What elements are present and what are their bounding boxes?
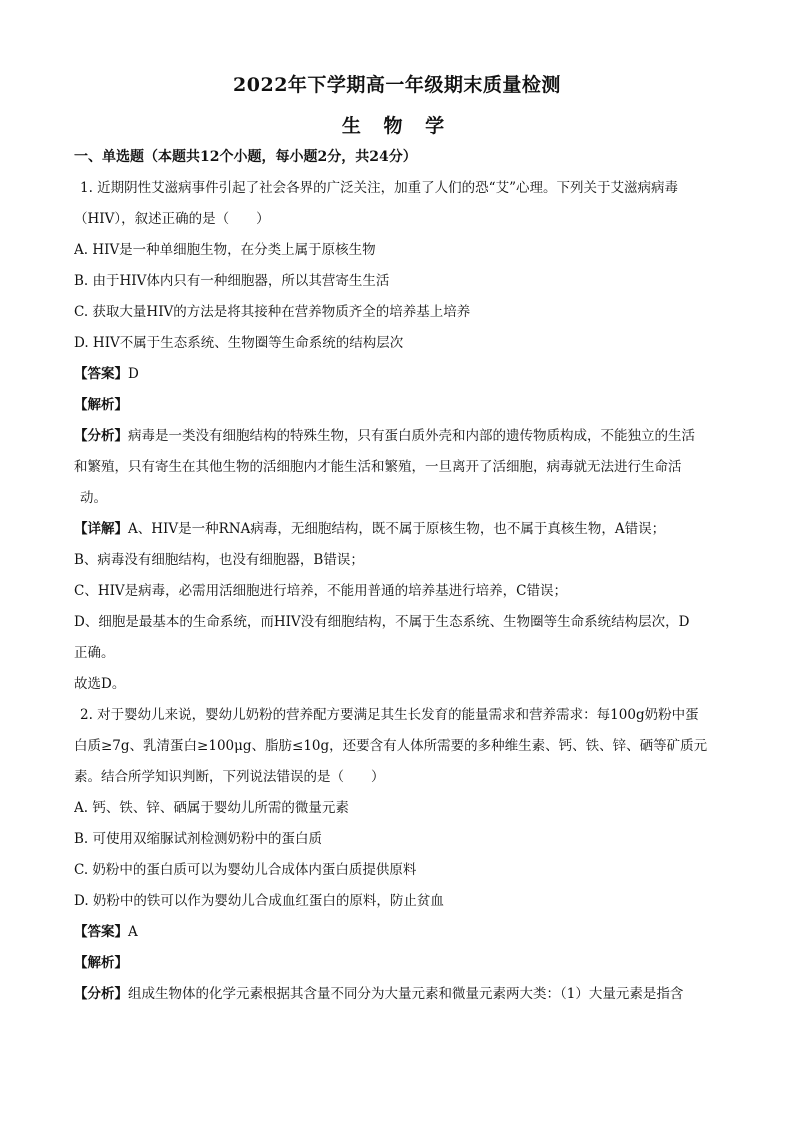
q2-stem-line-3: 素。结合所学知识判断，下列说法错误的是（ ）: [74, 769, 385, 785]
q1-xiangjie-line-4: D、细胞是最基本的生命系统，而HIV没有细胞结构，不属于生态系统、生物圈等生命系统结构层次，D: [74, 614, 690, 630]
q1-fenxi-line-2: 和繁殖，只有寄生在其他生物的活细胞内才能生活和繁殖，一旦离开了活细胞，病毒就无法进行生命活: [74, 459, 682, 475]
q1-xiangjie-line-2: B、病毒没有细胞结构，也没有细胞器，B错误；: [74, 552, 364, 568]
fenxi-tag: 【分析】: [74, 986, 128, 1002]
answer-tag: 【答案】: [74, 924, 128, 940]
q2-analysis-tag: 【解析】: [74, 955, 128, 971]
section-heading: 一、单选题（本题共12个小题，每小题2分，共24分）: [74, 149, 417, 165]
q1-answer: [74, 359, 722, 390]
q1-xiangjie-line-3: C、HIV是病毒，必需用活细胞进行培养，不能用普通的培养基进行培养，C错误；: [74, 583, 568, 599]
q1-option-b: B. 由于HIV体内只有一种细胞器，所以其营寄生生活: [74, 273, 390, 289]
q2-fenxi-line-1: [74, 979, 722, 1010]
answer-value: A: [128, 924, 138, 940]
q1-xiangjie-line-1: [74, 514, 722, 545]
document-subtitle: 生 物 学: [341, 115, 453, 137]
q2-answer: [74, 917, 722, 948]
q1-option-d: D. HIV不属于生态系统、生物圈等生命系统的结构层次: [74, 335, 404, 351]
q2-option-c: C. 奶粉中的蛋白质可以为婴幼儿合成体内蛋白质提供原料: [74, 862, 417, 878]
q1-fenxi-line-3: 动。: [80, 490, 107, 506]
fenxi-text: 组成生物体的化学元素根据其含量不同分为大量元素和微量元素两大类：（1）大量元素是指含: [128, 986, 684, 1002]
fenxi-tag: 【分析】: [74, 428, 128, 444]
document-body: [74, 142, 722, 1010]
q1-conclusion: 故选D。: [74, 676, 126, 692]
q1-xiangjie-line-5: 正确。: [74, 645, 115, 661]
q1-option-c: C. 获取大量HIV的方法是将其接种在营养物质齐全的培养基上培养: [74, 304, 471, 320]
answer-tag: 【答案】: [74, 366, 128, 382]
q1-stem-line-2: （HIV），叙述正确的是（ ）: [74, 211, 270, 227]
q2-stem-line-2: 白质≥7g、乳清蛋白≥100μg、脂肪≤10g，还要含有人体所需要的多种维生素、钙、铁、锌、硒等矿质元: [74, 738, 708, 754]
q2-option-b: B. 可使用双缩脲试剂检测奶粉中的蛋白质: [74, 831, 323, 847]
xiangjie-text: A、HIV是一种RNA病毒，无细胞结构，既不属于原核生物，也不属于真核生物，A错误；: [128, 521, 666, 537]
q1-option-a: A. HIV是一种单细胞生物，在分类上属于原核生物: [74, 242, 376, 258]
q1-stem-line-1: 1. 近期阴性艾滋病事件引起了社会各界的广泛关注，加重了人们的恐“艾”心理。下列关于艾滋病病毒: [80, 180, 678, 196]
xiangjie-tag: 【详解】: [74, 521, 128, 537]
q1-analysis-tag: 【解析】: [74, 397, 128, 413]
q2-option-d: D. 奶粉中的铁可以作为婴幼儿合成血红蛋白的原料，防止贫血: [74, 893, 444, 909]
fenxi-text: 病毒是一类没有细胞结构的特殊生物，只有蛋白质外壳和内部的遗传物质构成，不能独立的生活: [128, 428, 695, 444]
q2-stem-line-1: 2. 对于婴幼儿来说，婴幼儿奶粉的营养配方要满足其生长发育的能量需求和营养需求：每100g奶粉中蛋: [80, 707, 699, 723]
document-title: 2022年下学期高一年级期末质量检测: [233, 74, 561, 96]
q1-fenxi-line-1: [74, 421, 722, 452]
q2-option-a: A. 钙、铁、锌、硒属于婴幼儿所需的微量元素: [74, 800, 349, 816]
answer-value: D: [128, 366, 139, 382]
